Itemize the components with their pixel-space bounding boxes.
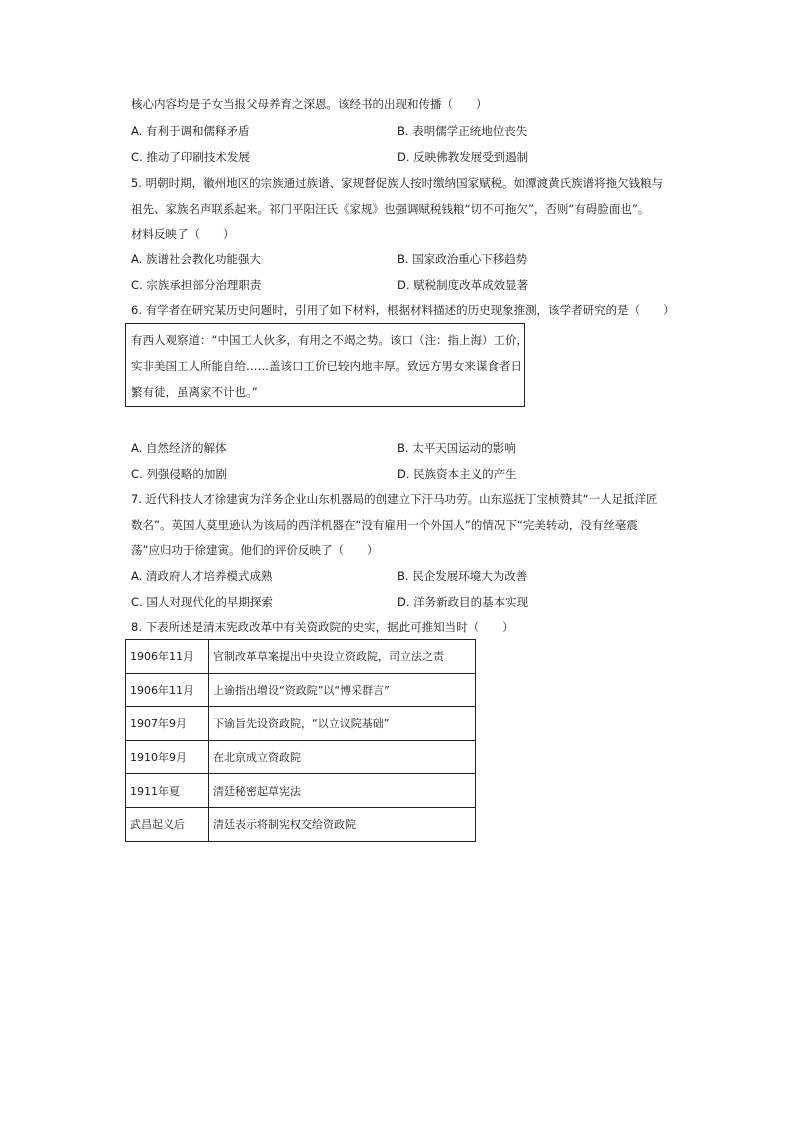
q7-stem-line3: 荡”应归功于徐建寅。他们的评价反映了（ ）	[131, 543, 379, 557]
table-row	[126, 774, 476, 808]
table-cell-date: 1906年11月	[126, 640, 209, 674]
q8-stem-line1: 8. 下表所述是清末宪政改革中有关资政院的史实，据此可推知当时（ ）	[131, 620, 514, 634]
table-row	[126, 740, 476, 774]
q6-quote-line2: 实非美国工人所能自给……盖该口工价已较内地丰厚。致远方男女来谋食者日	[131, 359, 522, 373]
q7-stem-line2: 数名”。英国人莫里逊认为该局的西洋机器在“没有雇用一个外国人”的情况下“完美转动，没有丝毫震	[131, 518, 638, 532]
table-cell-event: 官制改革草案提出中央设立资政院，司立法之责	[209, 640, 476, 674]
q7-option-b[interactable]: B. 民企发展环境大为改善	[397, 569, 528, 583]
q6-option-a[interactable]: A. 自然经济的解体	[131, 441, 227, 455]
table-cell-date: 1906年11月	[126, 673, 209, 707]
q8-history-table	[125, 639, 476, 842]
q7-stem-line1: 7. 近代科技人才徐建寅为洋务企业山东机器局的创建立下汗马功劳。山东巡抚丁宝桢赞其“一人足抵洋匠	[131, 492, 658, 506]
q5-stem-line1: 5. 明朝时期，徽州地区的宗族通过族谱、家规督促族人按时缴纳国家赋税。如潭渡黄氏族谱将拖欠钱粮与	[131, 176, 664, 190]
q5-stem-line2: 祖先、家族名声联系起来。祁门平阳汪氏《家规》也强调赋税钱粮“切不可拖欠”，否则“有碍脸面也”。	[131, 202, 650, 216]
q6-option-c[interactable]: C. 列强侵略的加剧	[131, 467, 227, 481]
table-cell-event: 清廷秘密起草宪法	[209, 774, 476, 808]
table-cell-event: 在北京成立资政院	[209, 740, 476, 774]
q6-quote-box	[125, 323, 528, 407]
table-cell-event: 下谕旨先设资政院，“以立议院基础”	[209, 707, 476, 741]
q4-stem-tail: 核心内容均是子女当报父母养育之深恩。该经书的出现和传播（ ）	[131, 97, 488, 111]
q5-option-b[interactable]: B. 国家政治重心下移趋势	[397, 252, 528, 266]
q5-option-d[interactable]: D. 赋税制度改革成效显著	[397, 278, 529, 292]
q4-option-b[interactable]: B. 表明儒学正统地位丧失	[397, 124, 528, 138]
table-cell-date: 1911年夏	[126, 774, 209, 808]
table-cell-date: 武昌起义后	[126, 807, 209, 841]
q7-option-a[interactable]: A. 清政府人才培养模式成熟	[131, 569, 273, 583]
table-row	[126, 807, 476, 841]
q4-option-c[interactable]: C. 推动了印刷技术发展	[131, 150, 250, 164]
q6-stem-line1: 6. 有学者在研究某历史问题时，引用了如下材料，根据材料描述的历史现象推测，该学者研究的是（ ）	[131, 303, 675, 317]
q7-option-d[interactable]: D. 洋务新政目的基本实现	[397, 595, 529, 609]
q6-option-b[interactable]: B. 太平天国运动的影响	[397, 441, 516, 455]
q5-stem-line3: 材料反映了（ ）	[131, 227, 235, 241]
table-cell-date: 1907年9月	[126, 707, 209, 741]
q5-option-a[interactable]: A. 族谱社会教化功能强大	[131, 252, 261, 266]
q4-option-a[interactable]: A. 有利于调和儒释矛盾	[131, 124, 250, 138]
q6-option-d[interactable]: D. 民族资本主义的产生	[397, 467, 517, 481]
table-cell-date: 1910年9月	[126, 740, 209, 774]
q7-option-c[interactable]: C. 国人对现代化的早期探索	[131, 595, 273, 609]
q6-quote-line3: 繁有徒，虽离家不计也。”	[131, 385, 258, 399]
q4-option-d[interactable]: D. 反映佛教发展受到遏制	[397, 150, 529, 164]
table-cell-event: 上谕指出增设“资政院”以“博采群言”	[209, 673, 476, 707]
table-row	[126, 673, 476, 707]
table-cell-event: 清廷表示将制宪权交给资政院	[209, 807, 476, 841]
q6-quote-line1: 有西人观察道：“中国工人伙多，有用之不竭之势。该口（注：指上海）工价，	[131, 333, 528, 347]
q5-option-c[interactable]: C. 宗族承担部分治理职责	[131, 278, 262, 292]
table-row	[126, 640, 476, 674]
table-row	[126, 707, 476, 741]
